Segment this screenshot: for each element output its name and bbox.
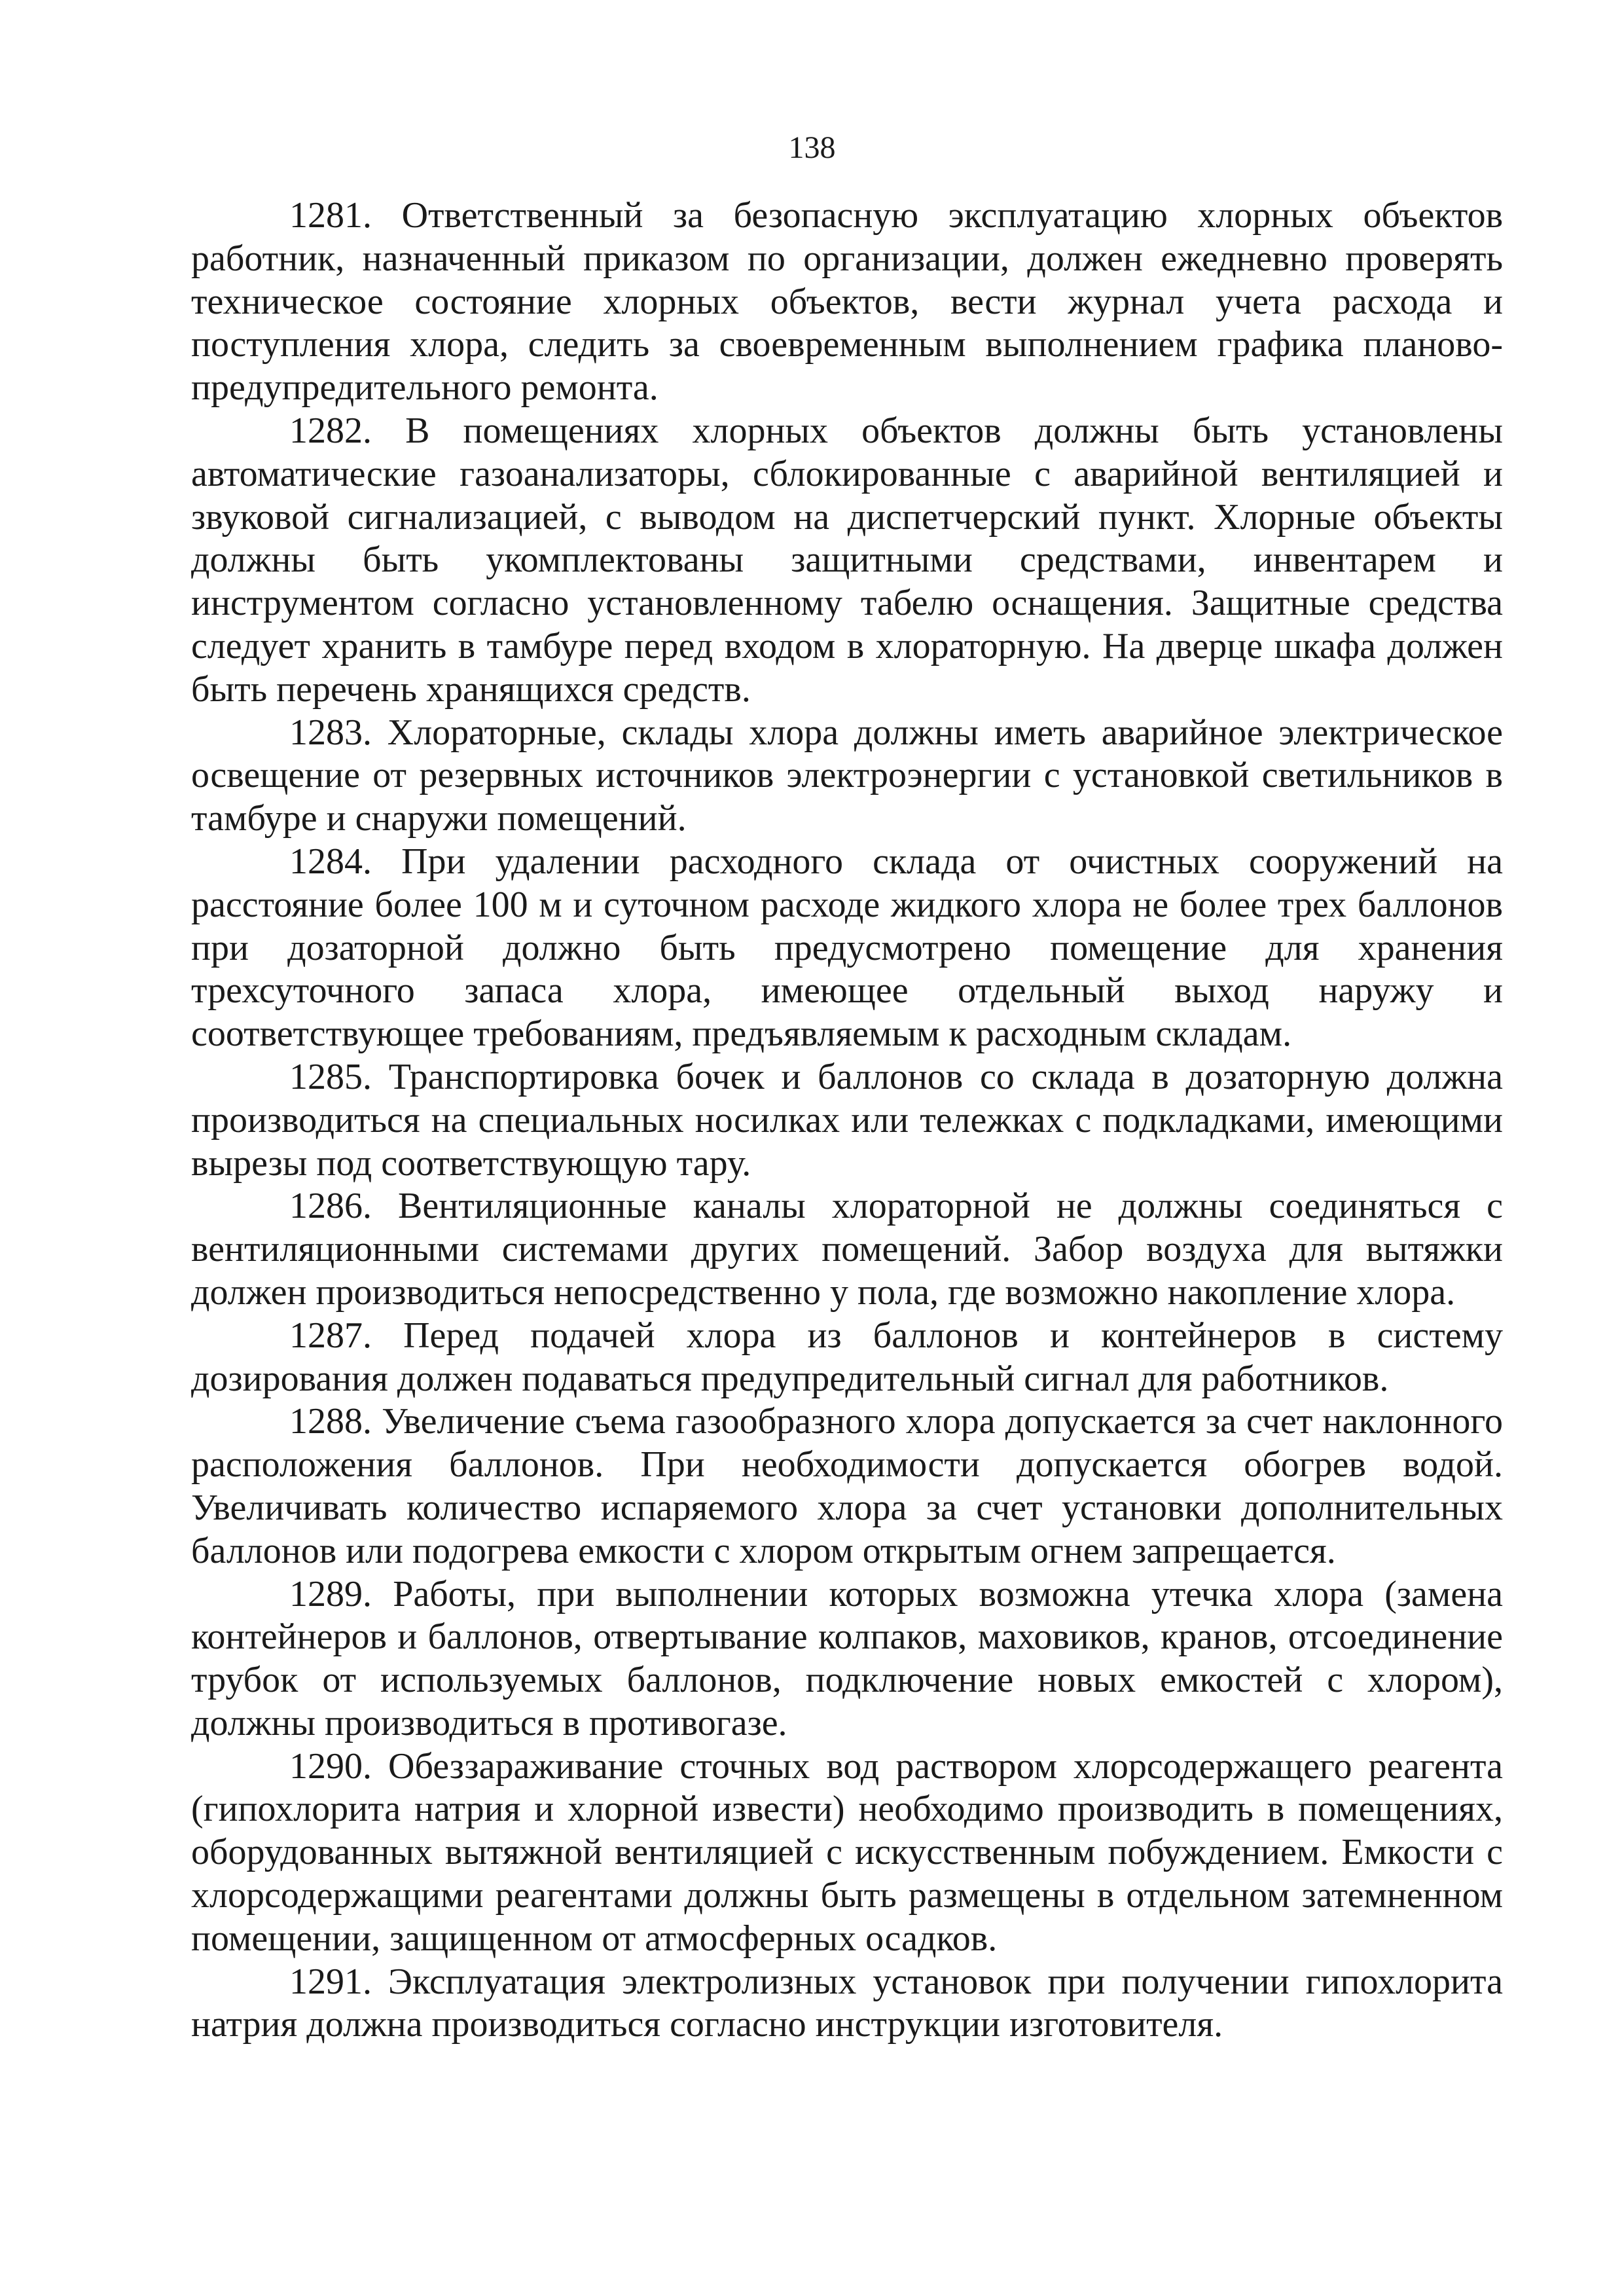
paragraph-text: Обеззараживание сточных вод раствором хлорсодержащего реагента (гипохлорита натрия и хлорной извести) необходимо производить в помещениях, оборудованных вытяжной вентиляцией с искусственным побуждением. Емкости с хлорсодержащими реагентами должны быть размещены в отдельном затемненном помещении, защищенном от атмосферных осадков. [191, 1745, 1503, 1959]
paragraph-number: 1282. [289, 410, 372, 451]
paragraph-number: 1285. [289, 1056, 372, 1097]
paragraph-number: 1289. [289, 1573, 372, 1614]
paragraph-text: Хлораторные, склады хлора должны иметь аварийное электрическое освещение от резервных источников электроэнергии с установкой светильников в тамбуре и снаружи помещений. [191, 712, 1504, 839]
paragraph-number: 1284. [289, 841, 372, 882]
paragraph-1285 [191, 1056, 1503, 1185]
document-body [191, 194, 1503, 2047]
paragraph-1284 [191, 841, 1503, 1056]
paragraph-text: Увеличение съема газообразного хлора допускается за счет наклонного расположения баллонов. При необходимости допускается обогрев водой. Увеличивать количество испаряемого хлора за счет установки дополнительных баллонов или подогрева емкости с хлором открытым огнем запрещается. [191, 1401, 1503, 1571]
paragraph-text: Перед подачей хлора из баллонов и контейнеров в систему дозирования должен подаваться предупредительный сигнал для работников. [191, 1315, 1504, 1399]
paragraph-text: В помещениях хлорных объектов должны быть установлены автоматические газоанализаторы, сблокированные с аварийной вентиляцией и звуковой сигнализацией, с выводом на диспетчерский пункт. Хлорные объекты должны быть укомплектованы защитными средствами, инвентарем и инструментом согласно установленному табелю оснащения. Защитные средства следует хранить в тамбуре перед входом в хлораторную. На дверце шкафа должен быть перечень хранящихся средств. [191, 410, 1504, 710]
paragraph-number: 1290. [289, 1745, 372, 1787]
paragraph-number: 1286. [289, 1186, 372, 1227]
paragraph-number: 1283. [289, 712, 372, 753]
paragraph-text: Транспортировка бочек и баллонов со склада в дозаторную должна производиться на специальных носилках или тележках с подкладками, имеющими вырезы под соответствующую тару. [191, 1056, 1504, 1184]
paragraph-text: Работы, при выполнении которых возможна утечка хлора (замена контейнеров и баллонов, отвертывание колпаков, маховиков, кранов, отсоединение трубок от используемых баллонов, подключение новых емкостей с хлором), должны производиться в противогазе. [191, 1573, 1504, 1743]
paragraph-1288 [191, 1400, 1503, 1573]
paragraph-1286 [191, 1185, 1503, 1314]
paragraph-1281 [191, 194, 1503, 410]
paragraph-1282 [191, 410, 1503, 712]
paragraph-1291 [191, 1961, 1503, 2047]
paragraph-1287 [191, 1315, 1503, 1401]
paragraph-text: Эксплуатация электролизных установок при получении гипохлорита натрия должна производиться согласно инструкции изготовителя. [191, 1961, 1504, 2045]
paragraph-1290 [191, 1745, 1503, 1961]
paragraph-number: 1281. [289, 195, 372, 236]
paragraph-text: При удалении расходного склада от очистных сооружений на расстояние более 100 м и суточном расходе жидкого хлора не более трех баллонов при дозаторной должно быть предусмотрено помещение для хранения трехсуточного запаса хлора, имеющее отдельный выход наружу и соответствующее требованиям, предъявляемым к расходным складам. [191, 841, 1503, 1055]
paragraph-1289 [191, 1573, 1503, 1745]
paragraph-number: 1288. [289, 1401, 372, 1442]
paragraph-1283 [191, 712, 1503, 841]
page-number: 138 [788, 130, 836, 165]
paragraph-number: 1287. [289, 1315, 372, 1356]
paragraph-text: Вентиляционные каналы хлораторной не должны соединяться с вентиляционными системами других помещений. Забор воздуха для вытяжки должен производиться непосредственно у пола, где возможно накопление хлора. [191, 1186, 1504, 1313]
paragraph-number: 1291. [289, 1961, 372, 2002]
paragraph-text: Ответственный за безопасную эксплуатацию хлорных объектов работник, назначенный приказом по организации, должен ежедневно проверять техническое состояние хлорных объектов, вести журнал учета расхода и поступления хлора, следить за своевременным выполнением графика планово-предупредительного ремонта. [191, 195, 1504, 409]
